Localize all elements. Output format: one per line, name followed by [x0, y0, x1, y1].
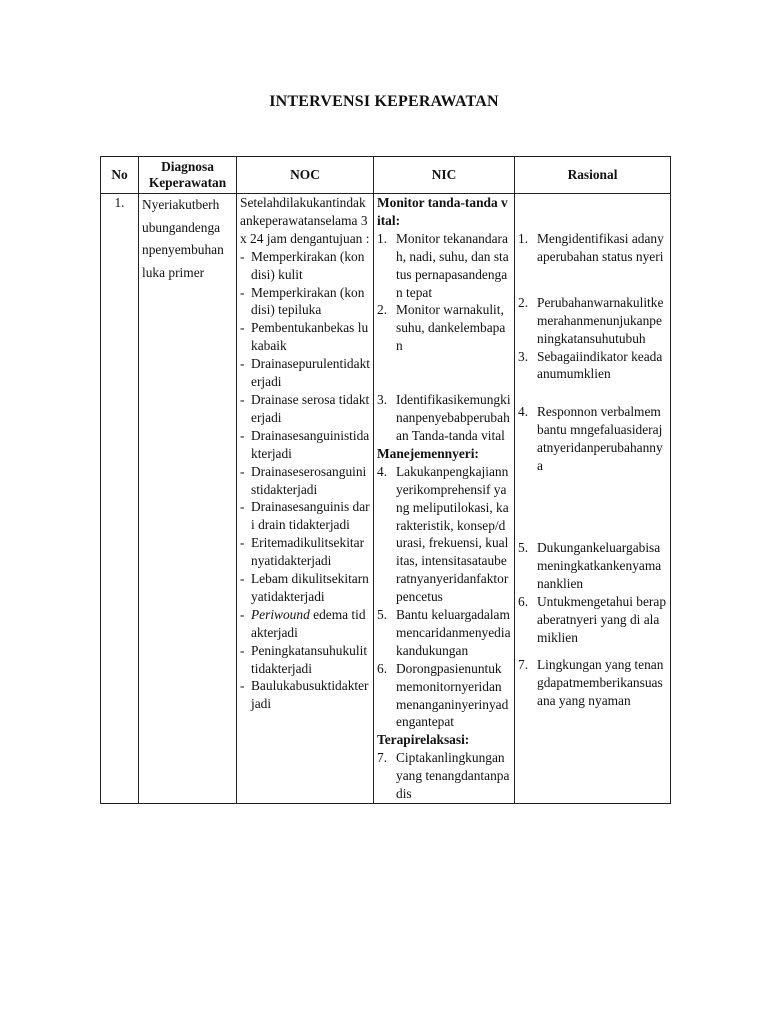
rasional-list [518, 230, 667, 710]
noc-item [240, 606, 370, 642]
rasional-item-number: 6. [518, 593, 529, 609]
header-noc: NOC [237, 157, 374, 194]
intervention-table [100, 156, 671, 804]
periwound-term: Periwound [251, 606, 310, 622]
diagnosa-line: luka primer [142, 264, 205, 280]
noc-item: - Drainaseserosanguinistidakterjadi [240, 463, 370, 499]
noc-item: - Drainasesanguinistidakterjadi [240, 427, 370, 463]
nic-section-pain: Manejemennyeri: [377, 445, 479, 461]
rasional-item-text: Sebagaiindikator keadaanumumklien [537, 348, 663, 382]
nic-item-text: Lakukanpengkajiannyerikomprehensif yang meliputilokasi, karakteristik, konsep/durasi, frekuensi, kualitas, intensitasatauberatnyanyeridanfaktor pencetus [396, 463, 509, 605]
nic-section-vital: Monitor tanda-tanda vital: [377, 195, 508, 228]
cell-nic [374, 194, 515, 804]
nic-item-text: Ciptakanlingkungan yang tenangdantanpadis [396, 750, 510, 802]
rasional-item [518, 656, 667, 710]
periwound-rest: edema tidakterjadi [251, 606, 366, 640]
noc-item: - Drainasepurulentidakterjadi [240, 355, 370, 391]
nic-section-relax: Terapirelaksasi: [377, 732, 470, 748]
rasional-item-number: 5. [518, 539, 529, 555]
nic-item-number: 6. [377, 660, 388, 676]
rasional-item-text: Untukmengetahui berapaberatnyeri yang di alamiklien [537, 593, 667, 645]
rasional-item [518, 294, 667, 348]
cell-rasional [515, 194, 671, 804]
nic-item-text: Monitor tekanandarah, nadi, suhu, dan status pernapasandengan tepat [396, 230, 509, 300]
cell-diagnosa [139, 194, 237, 804]
nic-item-number: 2. [377, 302, 388, 318]
header-diagnosa: Diagnosa Keperawatan [139, 157, 237, 194]
noc-item: - Memperkirakan (kondisi) tepiluka [240, 284, 370, 320]
header-nic: NIC [374, 157, 515, 194]
row-number: 1. [101, 194, 139, 804]
nic-item [377, 660, 511, 732]
header-no: No [101, 157, 139, 194]
noc-item: - Memperkirakan (kondisi) kulit [240, 248, 370, 284]
nic-item [377, 391, 511, 445]
noc-list [240, 248, 370, 714]
rasional-item [518, 593, 667, 647]
diagnosa-line: ubungandenga [142, 219, 221, 235]
rasional-item [518, 230, 667, 266]
nic-item-number: 5. [377, 607, 388, 623]
noc-item: - Eritemadikulitsekitarnyatidakterjadi [240, 534, 370, 570]
rasional-item-text: Lingkungan yang tenangdapatmemberikansuasana yang nyaman [537, 657, 664, 709]
nic-list-vital [377, 230, 511, 445]
rasional-item-text: Dukungankeluargabisameningkatkankenyamananklien [537, 539, 662, 591]
nic-item-number: 4. [377, 463, 388, 479]
noc-item: - Peningkatansuhukulittidakterjadi [240, 642, 370, 678]
rasional-item-number: 7. [518, 657, 529, 673]
nic-item-number: 7. [377, 750, 388, 766]
rasional-item [518, 348, 667, 384]
rasional-item-number: 4. [518, 404, 529, 420]
diagnosa-line: Nyeriakutberh [142, 197, 220, 212]
nic-item-text: Monitor warnakulit, suhu, dankelembapan [396, 302, 506, 354]
rasional-item-number: 1. [518, 231, 529, 246]
page-title: INTERVENSI KEPERAWATAN [269, 93, 499, 110]
nic-item [377, 749, 511, 803]
rasional-item-number: 2. [518, 294, 529, 310]
nic-item [377, 230, 511, 302]
rasional-item-text: Perubahanwarnakulitkemerahanmenunjukanpeningkatansuhutubuh [537, 294, 664, 346]
noc-item: - Baulukabusuktidakterjadi [240, 677, 370, 713]
noc-intro: Setelahdilakukantindakankeperawatanselama 3 x 24 jam dengantujuan : [240, 195, 370, 246]
rasional-item-number: 3. [518, 348, 529, 364]
rasional-item [518, 403, 667, 475]
cell-noc [237, 194, 374, 804]
nic-item-text: Bantu keluargadalammencaridanmenyediakandukungan [396, 607, 511, 658]
rasional-item [518, 539, 667, 593]
nic-item-text: Dorongpasienuntukmemonitornyeridanmenanganinyerinyadengantepat [396, 660, 509, 730]
noc-item: - Lebam dikulitsekitarnyatidakterjadi [240, 570, 370, 606]
nic-item [377, 463, 511, 606]
nic-item-number: 1. [377, 230, 388, 246]
rasional-item-text: Responnon verbalmembantu mngefaluasiderajatnyeridanperubahannya [537, 404, 663, 474]
noc-item: - Pembentukanbekas lukabaik [240, 319, 370, 355]
nic-item [377, 606, 511, 660]
rasional-item-text: Mengidentifikasi adanyaperubahan status nyeri [537, 231, 664, 264]
table-row [101, 194, 671, 804]
noc-item: - Drainase serosa tidakterjadi [240, 391, 370, 427]
nic-list-pain [377, 463, 511, 732]
nic-item-text: Identifikasikemungkinanpenyebabperubahan Tanda-tanda vital [396, 392, 511, 443]
table-header-row [101, 157, 671, 194]
header-rasional: Rasional [515, 157, 671, 194]
diagnosa-line: npenyembuhan [142, 242, 224, 257]
nic-item-number: 3. [377, 392, 388, 408]
nic-list-relax [377, 749, 511, 803]
noc-item: - Drainasesanguinis dari drain tidakterjadi [240, 498, 370, 534]
nic-item [377, 301, 511, 355]
